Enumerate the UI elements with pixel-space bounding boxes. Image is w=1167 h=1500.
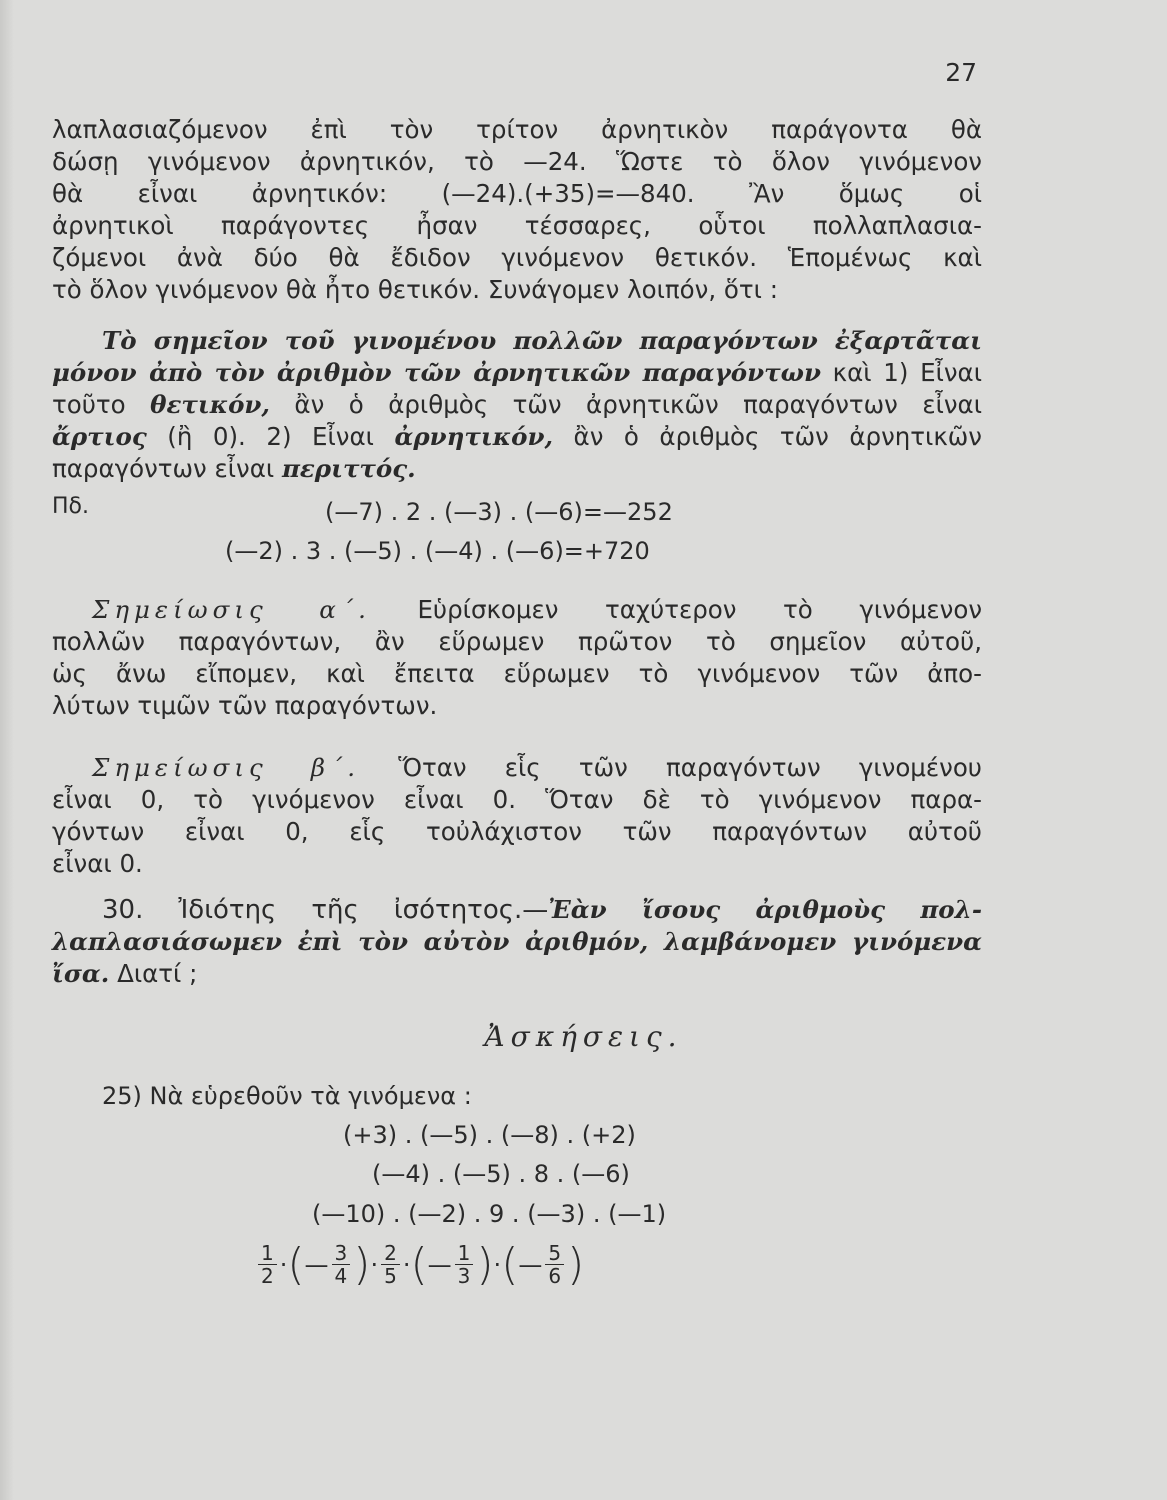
- text-line: [52, 453, 982, 485]
- rule-text: τοῦτο: [52, 390, 151, 419]
- section-italic: Ἐὰν ἴσους ἀριθμοὺς πολ-: [548, 895, 982, 924]
- dot: ·: [402, 1250, 411, 1279]
- example-label: Πδ.: [52, 494, 89, 519]
- text-line: [52, 958, 982, 990]
- rule-italic-word: ἄρτιος: [52, 422, 147, 451]
- dot: ·: [279, 1250, 288, 1279]
- exercise-row-2: (—4) . (—5) . 8 . (—6): [372, 1160, 630, 1188]
- note-text: Ὅταν εἷς τῶν παραγόντων γινομένου: [360, 753, 982, 782]
- exercise-row-1: (+3) . (—5) . (—8) . (+2): [343, 1121, 636, 1149]
- exercise-prompt: 25) Νὰ εὑρεθοῦν τὰ γινόμενα :: [102, 1082, 472, 1110]
- right-paren: ): [476, 1238, 494, 1290]
- dot: ·: [493, 1250, 502, 1279]
- text-line: [52, 421, 982, 453]
- text-line: δώσῃ γινόμενον ἀρνητικόν, τὸ —24. Ὥστε τὸ ὅλον γινόμενον: [52, 147, 982, 176]
- text-line: [52, 894, 982, 926]
- exercise-row-3: (—10) . (—2) . 9 . (—3) . (—1): [312, 1200, 667, 1228]
- text-line: τὸ ὅλον γινόμενον θὰ ἦτο θετικόν. Συνάγομεν λοιπόν, ὅτι :: [52, 275, 779, 304]
- fraction: $\frac{3}{4}$: [332, 1242, 351, 1287]
- note-a-label: Σημείωσις α΄.: [92, 595, 371, 624]
- text-line: ζόμενοι ἀνὰ δύο θὰ ἔδιδον γινόμενον θετικόν. Ἑπομένως καὶ: [52, 243, 982, 272]
- text-line: λύτων τιμῶν τῶν παραγόντων.: [52, 691, 438, 720]
- section-italic: ἴσα.: [52, 959, 110, 988]
- rule-italic-word: θετικόν,: [150, 390, 270, 419]
- example-equation-2: (—2) . 3 . (—5) . (—4) . (—6)=+720: [225, 537, 650, 565]
- text-line: θὰ εἶναι ἀρνητικόν: (—24).(+35)=—840. Ἂν ὅμως οἱ: [52, 179, 982, 208]
- rule-italic-word: ἀρνητικόν,: [394, 422, 554, 451]
- rule-text: (ἢ 0). 2) Εἶναι: [146, 422, 395, 451]
- minus-sign: —: [518, 1250, 543, 1279]
- minus-sign: —: [304, 1250, 329, 1279]
- section-30: [52, 894, 982, 990]
- left-paren: (: [287, 1238, 305, 1290]
- sign-rule-paragraph: [52, 325, 982, 485]
- paragraph-intro: [52, 114, 982, 306]
- rule-text: παραγόντων εἶναι: [52, 454, 282, 483]
- text-line: εἶναι 0.: [52, 849, 143, 878]
- section-title: 30. Ἰδιότης τῆς ἰσότητος.—: [102, 895, 549, 925]
- text-line: [52, 752, 982, 784]
- fraction: $\frac{1}{3}$: [455, 1242, 474, 1287]
- rule-text: ἂν ὁ ἀριθμὸς τῶν ἀρνητικῶν παραγόντων εἶναι: [269, 390, 982, 419]
- page-number: 27: [945, 58, 977, 87]
- right-paren: ): [353, 1238, 371, 1290]
- note-text: Εὑρίσκομεν ταχύτερον τὸ γινόμενον: [370, 595, 983, 624]
- exercise-fraction-row: [255, 1238, 585, 1290]
- fraction: $\frac{2}{5}$: [381, 1242, 400, 1287]
- rule-italic-phrase: μόνον ἀπὸ τὸν ἀριθμὸν τῶν ἀρνητικῶν παραγόντων: [52, 358, 821, 387]
- left-paren: (: [501, 1238, 519, 1290]
- rule-italic-word: περιττός.: [281, 454, 416, 483]
- text-line: ὡς ἄνω εἴπομεν, καὶ ἔπειτα εὕρωμεν τὸ γινόμενον τῶν ἀπο-: [52, 659, 982, 688]
- text-line: [52, 389, 982, 421]
- rule-text: καὶ 1) Εἶναι: [820, 358, 982, 387]
- text-line: λαπλασιαζόμενον ἐπὶ τὸν τρίτον ἀρνητικὸν παράγοντα θὰ: [52, 115, 982, 144]
- text-line: γόντων εἶναι 0, εἷς τοὐλάχιστον τῶν παραγόντων αὐτοῦ: [52, 817, 982, 846]
- fraction: $\frac{5}{6}$: [545, 1242, 564, 1287]
- example-equation-1: (—7) . 2 . (—3) . (—6)=—252: [325, 498, 673, 526]
- fraction: $\frac{1}{2}$: [258, 1242, 277, 1287]
- exercises-heading: Ἀσκήσεις.: [484, 1020, 683, 1053]
- text-line: πολλῶν παραγόντων, ἂν εὕρωμεν πρῶτον τὸ σημεῖον αὐτοῦ,: [52, 627, 982, 656]
- text-line: [52, 357, 982, 389]
- right-paren: ): [567, 1238, 585, 1290]
- note-b-label: Σημείωσις β΄.: [92, 753, 361, 782]
- minus-sign: —: [427, 1250, 452, 1279]
- note-a: [52, 594, 982, 722]
- text-line: [52, 594, 982, 626]
- left-paren: (: [410, 1238, 428, 1290]
- section-text: Διατί ;: [109, 959, 198, 988]
- rule-text: ἂν ὁ ἀριθμὸς τῶν ἀρνητικῶν: [553, 422, 982, 451]
- note-b: [52, 752, 982, 880]
- dot: ·: [370, 1250, 379, 1279]
- text-line: εἶναι 0, τὸ γινόμενον εἶναι 0. Ὅταν δὲ τὸ γινόμενον παρα-: [52, 785, 982, 814]
- text-line: ἀρνητικοὶ παράγοντες ἦσαν τέσσαρες, οὗτοι πολλαπλασια-: [52, 211, 982, 240]
- rule-line-italic: Τὸ σημεῖον τοῦ γινομένου πολλῶν παραγόντων ἐξαρτᾶται: [102, 326, 982, 355]
- section-italic-line: λαπλασιάσωμεν ἐπὶ τὸν αὐτὸν ἀριθμόν, λαμβάνομεν γινόμενα: [52, 927, 982, 956]
